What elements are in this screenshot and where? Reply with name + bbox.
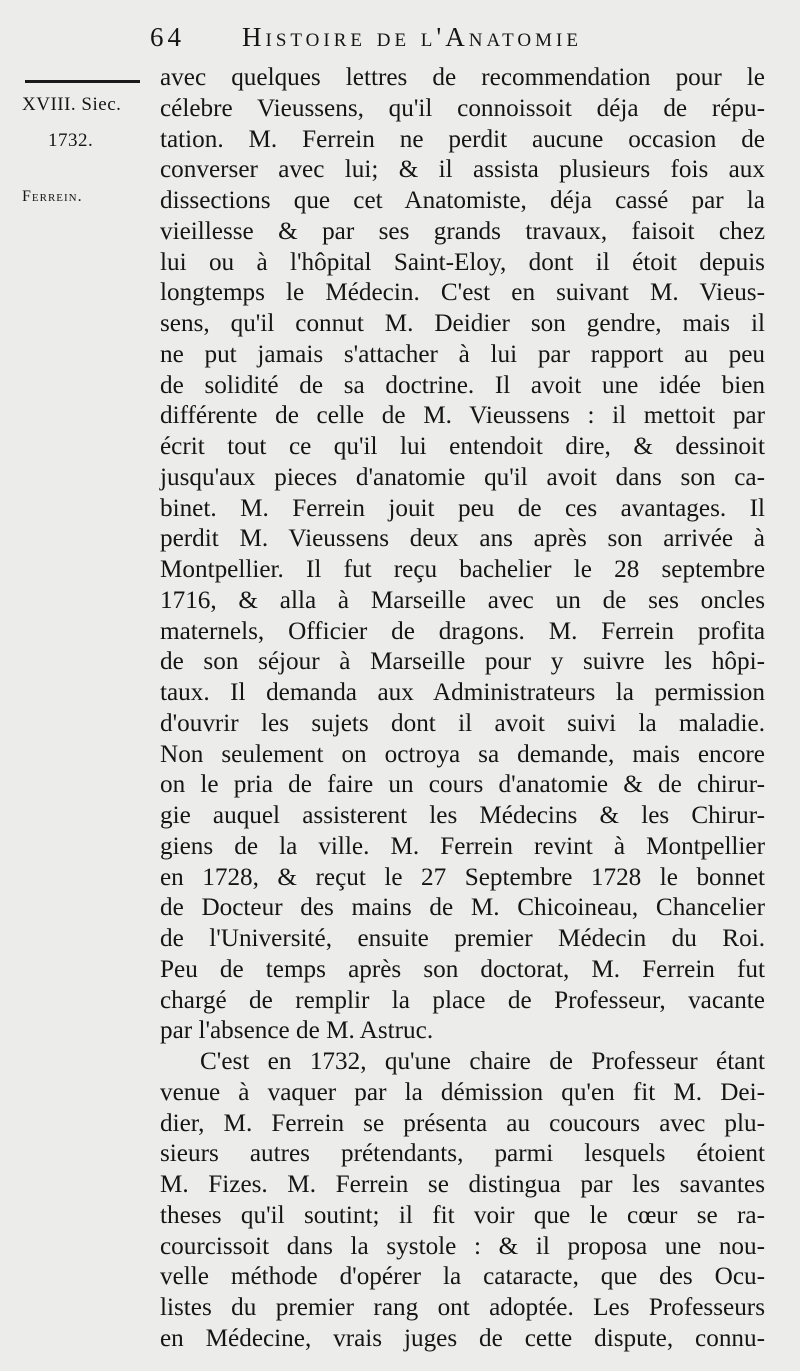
text-line: célebre Vieussens, qu'il connoissoit déja de répu- [160, 94, 765, 122]
text-line: 1716, & alla à Marseille avec un de ses oncles [160, 586, 765, 614]
text-line: courcissoit dans la systole : & il proposa une nou- [160, 1232, 765, 1260]
text-line: vieillesse & par ses grands travaux, faisoit chez [160, 217, 765, 245]
text-line: par l'absence de M. Astruc. [160, 1017, 434, 1045]
text-line: tation. M. Ferrein ne perdit aucune occasion de [160, 125, 765, 153]
text-line: chargé de remplir la place de Professeur, vacante [160, 986, 765, 1014]
text-line: écrit tout ce qu'il lui entendoit dire, & dessinoit [160, 433, 765, 460]
running-title: Histoire de l'Anatomie [242, 22, 582, 52]
text-line: taux. Il demanda aux Administrateurs la permission [160, 679, 765, 706]
text-line: jusqu'aux pieces d'anatomie qu'il avoit dans son ca- [160, 463, 765, 491]
text-line: Non seulement on octroya sa demande, mais encore [160, 740, 765, 768]
text-line: venue à vaquer par la démission qu'en fit M. Dei- [160, 1078, 765, 1106]
text-line: dissections que cet Anatomiste, déja cassé par la [160, 187, 765, 214]
page-number: 64 [150, 22, 185, 52]
margin-year: 1732. [48, 130, 94, 151]
text-line: longtemps le Médecin. C'est en suivant M. Vieus- [160, 279, 765, 307]
text-line: on le pria de faire un cours d'anatomie & de chirur- [160, 771, 765, 799]
text-line: de son séjour à Marseille pour y suivre les hôpi- [160, 648, 765, 676]
text-line: en Médecine, vrais juges de cette dispute, connu- [160, 1324, 765, 1352]
text-line: C'est en 1732, qu'une chaire de Professeur étant [200, 1048, 765, 1075]
text-line: Peu de temps après son doctorat, M. Ferrein fut [160, 955, 765, 983]
margin-rule [25, 80, 140, 83]
text-line: lui ou à l'hôpital Saint-Eloy, dont il étoit depuis [160, 248, 765, 276]
text-line: binet. M. Ferrein jouit peu de ces avantages. Il [160, 494, 765, 522]
text-line: maternels, Officier de dragons. M. Ferrein profita [160, 617, 765, 645]
text-line: Montpellier. Il fut reçu bachelier le 28 septembre [160, 556, 765, 583]
text-line: de Docteur des mains de M. Chicoineau, Chancelier [160, 894, 765, 922]
text-line: différente de celle de M. Vieussens : il mettoit par [160, 402, 765, 430]
text-line: perdit M. Vieussens deux ans après son arrivée à [160, 525, 765, 553]
text-line: de l'Université, ensuite premier Médecin du Roi. [160, 925, 765, 952]
text-line: dier, M. Ferrein se présenta au coucours avec plu- [160, 1109, 765, 1137]
text-line: listes du premier rang ont adoptée. Les Professeurs [160, 1294, 765, 1321]
text-line: avec quelques lettres de recommendation pour le [160, 64, 765, 91]
text-line: d'ouvrir les sujets dont il avoit suivi la maladie. [160, 709, 765, 737]
text-line: velle méthode d'opérer la cataracte, que des Ocu- [160, 1263, 765, 1291]
text-line: M. Fizes. M. Ferrein se distingua par les savantes [160, 1171, 765, 1198]
text-line: giens de la ville. M. Ferrein revint à Montpellier [160, 832, 765, 860]
text-line: en 1728, & reçut le 27 Septembre 1728 le bonnet [160, 863, 765, 891]
running-header [150, 22, 790, 62]
body-text [160, 63, 765, 1355]
text-line: converser avec lui; & il assista plusieurs fois aux [160, 156, 765, 184]
text-line: de solidité de sa doctrine. Il avoit une idée bien [160, 371, 765, 399]
text-line: gie auquel assisterent les Médecins & les Chirur- [160, 802, 765, 829]
text-line: sieurs autres prétendants, parmi lesquels étoient [160, 1140, 765, 1168]
text-line: theses qu'il soutint; il fit voir que le cœur se ra- [160, 1201, 765, 1229]
text-line: ne put jamais s'attacher à lui par rapport au peu [160, 340, 765, 368]
margin-name: Ferrein. [22, 188, 83, 205]
text-line: sens, qu'il connut M. Deidier son gendre, mais il [160, 310, 765, 337]
margin-century: XVIII. Siec. [22, 94, 122, 115]
